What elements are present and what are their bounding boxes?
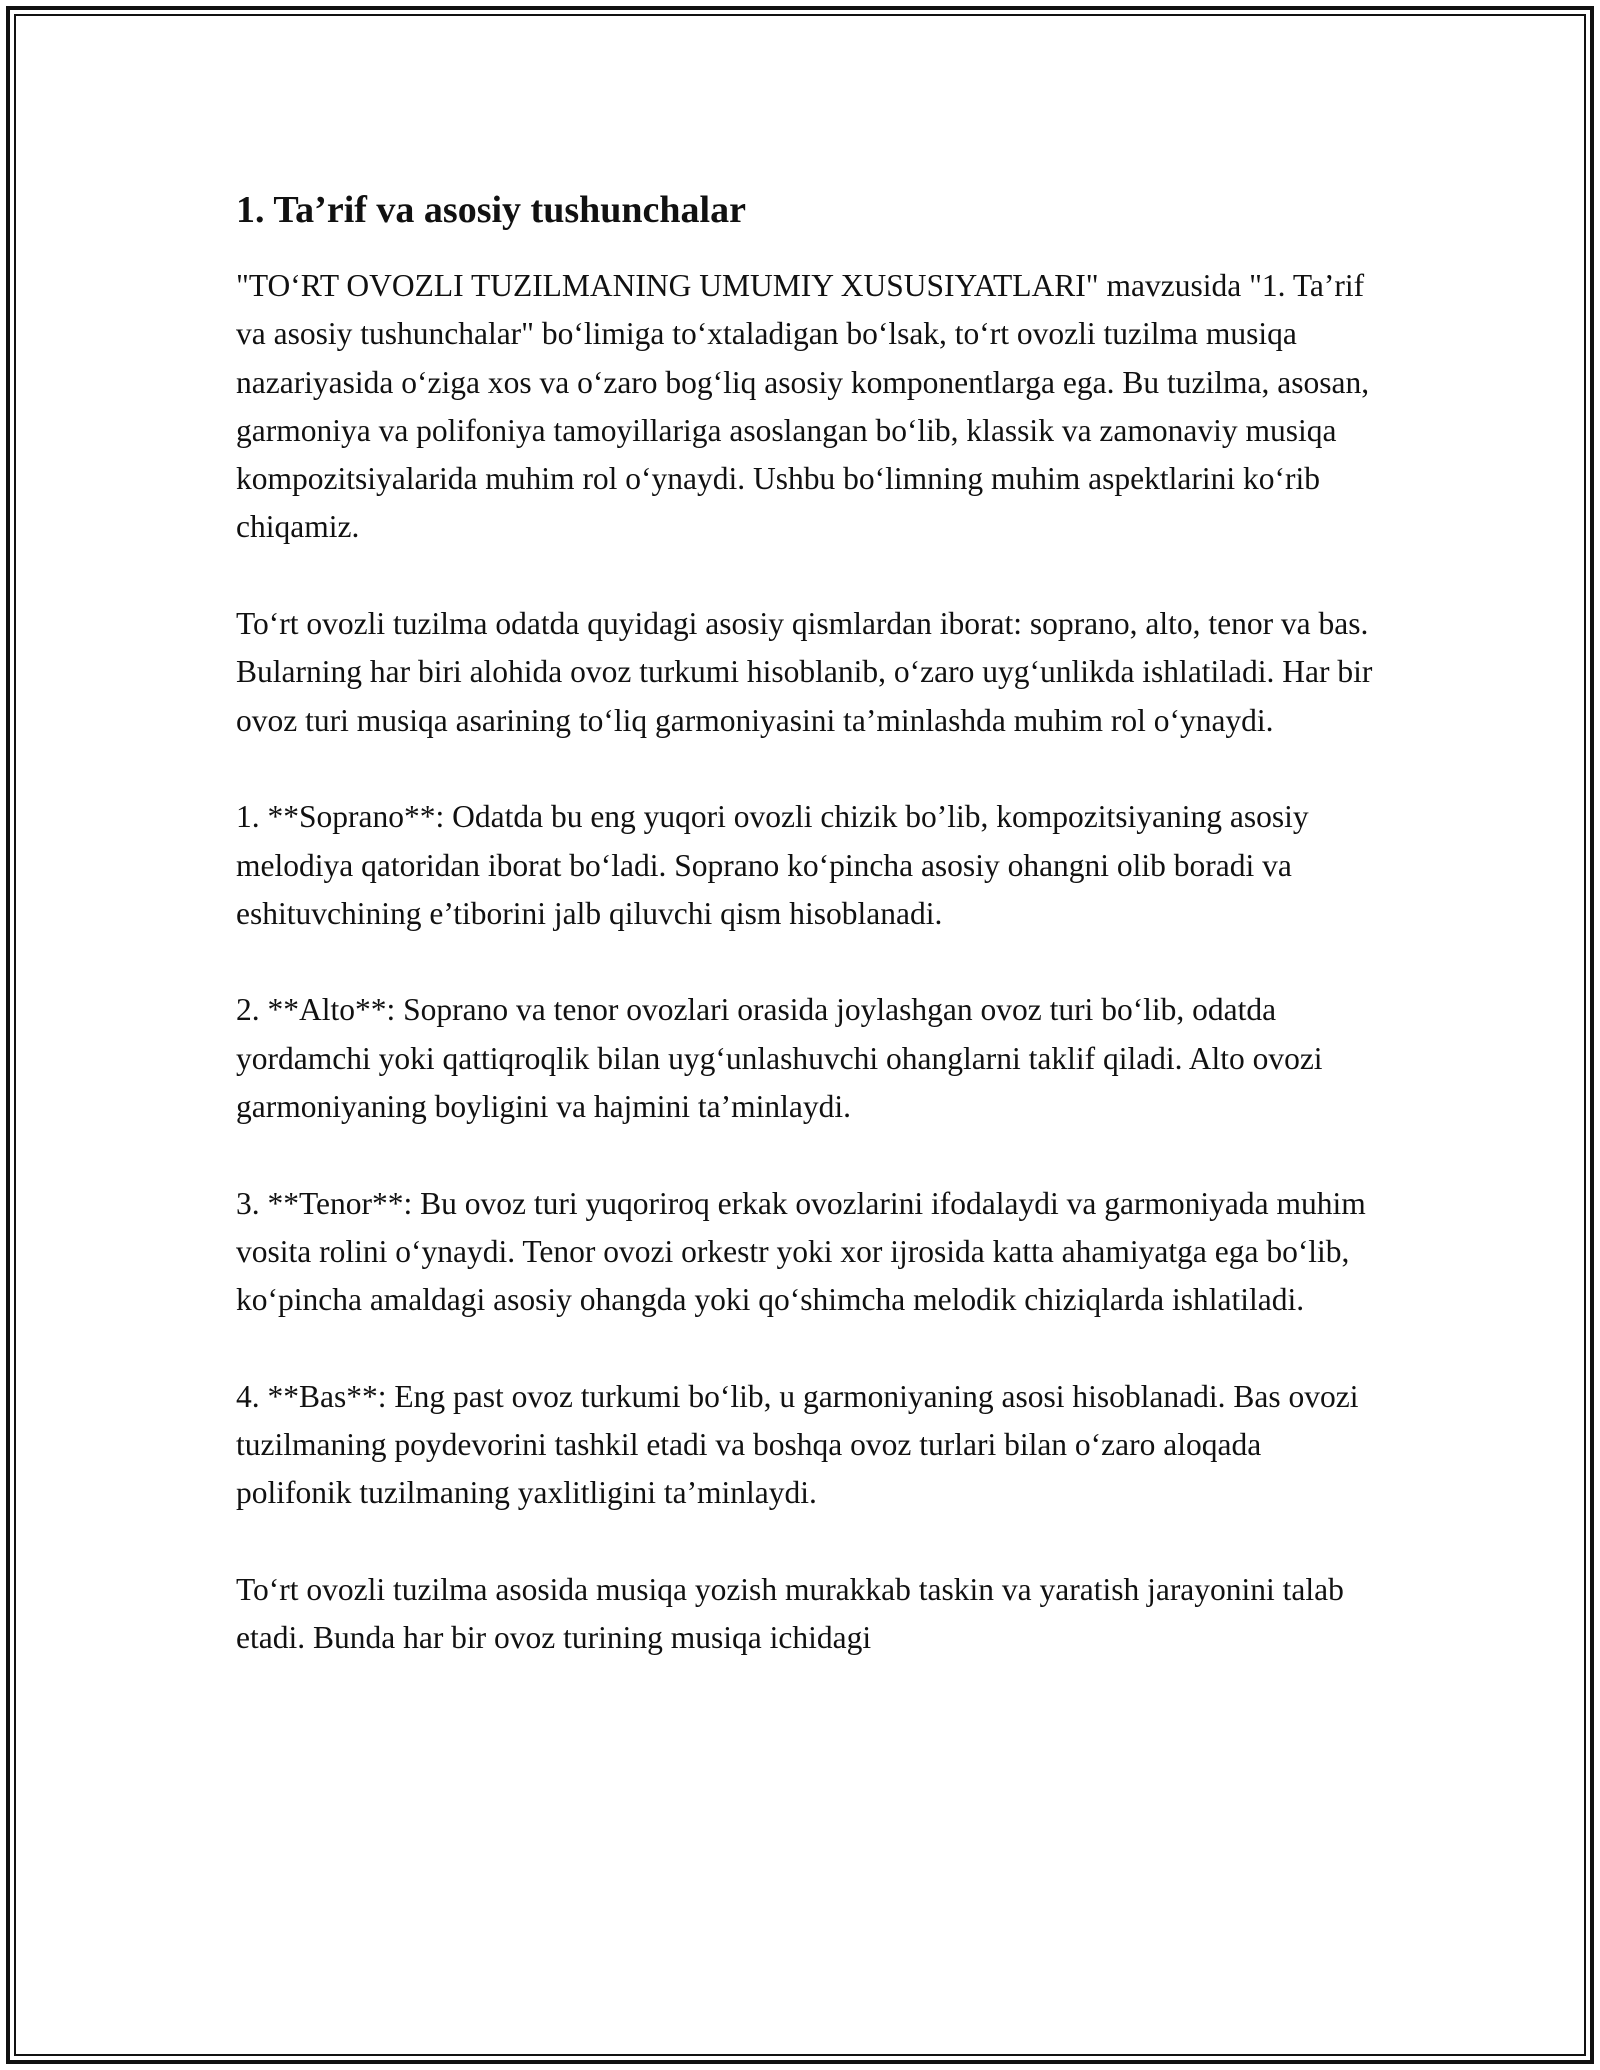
document-body bbox=[236, 186, 1376, 1663]
section-heading: 1. Ta’rif va asosiy tushunchalar bbox=[236, 189, 746, 231]
paragraph-tenor: 3. **Tenor**: Bu ovoz turi yuqoriroq erkak ovozlarini ifodalaydi va garmoniyada muhim vosita rolini o‘ynaydi. Tenor ovozi orkestr yoki xor ijrosida katta ahamiyatga ega bo‘lib, ko‘pincha amaldagi asosiy ohangda yoki qo‘shimcha melodik chiziqlarda ishlatiladi. bbox=[236, 1185, 1366, 1318]
paragraph-soprano: 1. **Soprano**: Odatda bu eng yuqori ovozli chizik bo’lib, kompozitsiyaning asosiy melodiya qatoridan iborat bo‘ladi. Soprano ko‘pincha asosiy ohangni olib boradi va eshituvchining e’tiborini jalb qiluvchi qism hisoblanadi. bbox=[236, 799, 1309, 931]
paragraph-alto: 2. **Alto**: Soprano va tenor ovozlari orasida joylashgan ovoz turi bo‘lib, odatda yordamchi yoki qattiqroqlik bilan uyg‘unlashuvchi ohanglarni taklif qiladi. Alto ovozi garmoniyaning boyligini va hajmini ta’minlaydi. bbox=[236, 992, 1323, 1125]
paragraph-voice-parts: To‘rt ovozli tuzilma odatda quyidagi asosiy qismlardan iborat: soprano, alto, tenor va bas. Bularning har biri alohida ovoz turkumi hisoblanib, o‘zaro uyg‘unlikda ishlatiladi. Har bir ovoz turi musiqa asarining to‘liq garmoniyasini ta’minlashda muhim rol o‘ynaydi. bbox=[236, 606, 1373, 738]
paragraph-bas: 4. **Bas**: Eng past ovoz turkumi bo‘lib, u garmoniyaning asosi hisoblanadi. Bas ovozi tuzilmaning poydevorini tashkil etadi va boshqa ovoz turlari bilan o‘zaro aloqada polifonik tuzilmaning yaxlitligini ta’minlaydi. bbox=[236, 1378, 1359, 1511]
paragraph-intro: "TO‘RT OVOZLI TUZILMANING UMUMIY XUSUSIYATLARI" mavzusida "1. Ta’rif va asosiy tushunchalar" bo‘limiga to‘xtaladigan bo‘lsak, to‘rt ovozli tuzilma musiqa nazariyasida o‘ziga xos va o‘zaro bog‘liq asosiy komponentlarga ega. Bu tuzilma, asosan, garmoniya va polifoniya tamoyillariga asoslangan bo‘lib, klassik va zamonaviy musiqa kompozitsiyalarida muhim rol o‘ynaydi. Ushbu bo‘limning muhim aspektlarini ko‘rib chiqamiz. bbox=[236, 268, 1370, 545]
paragraph-conclusion: To‘rt ovozli tuzilma asosida musiqa yozish murakkab taskin va yaratish jarayonini talab etadi. Bunda har bir ovoz turining musiqa ichidagi bbox=[236, 1572, 1344, 1656]
